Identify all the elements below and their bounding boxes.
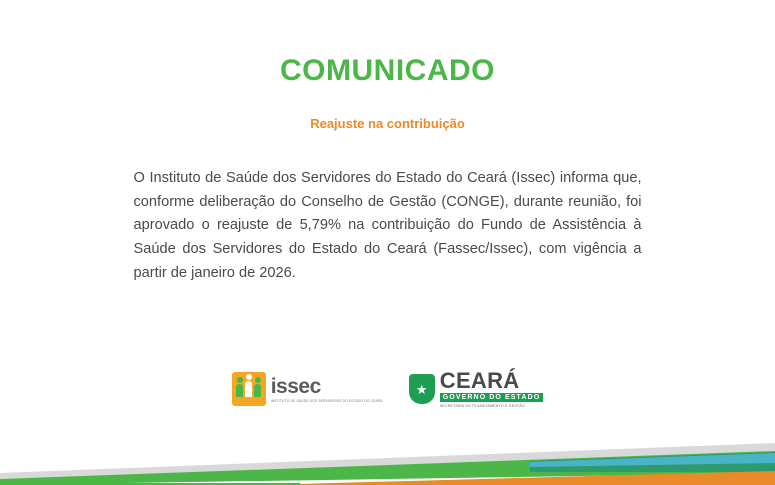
body-paragraph: O Instituto de Saúde dos Servidores do Estado do Ceará (Issec) informa que, conforme deliberação do Conselho de Gestão (CONGE), durante reunião, foi aprovado o reajuste de 5,79% na contribuição do Fundo de Assistência à Saúde dos Servidores do Estado do Ceará (Fassec/Issec), com vigência a partir de janeiro de 2026. <box>133 170 642 281</box>
ceara-shield-icon <box>409 374 435 404</box>
issec-family-icon <box>232 372 266 406</box>
page-subtitle: Reajuste na contribuição <box>310 116 465 131</box>
issec-figure-right-icon <box>254 384 261 397</box>
logo-row <box>0 370 775 409</box>
footer-bands-graphic <box>0 425 775 485</box>
issec-figure-center-icon <box>245 381 252 397</box>
issec-tagline: INSTITUTO DE SAÚDE DOS SERVIDORES DO ESTADO DO CEARÁ <box>270 398 383 403</box>
star-icon: ★ <box>415 381 428 397</box>
ceara-wordmark: CEARÁ <box>439 368 520 393</box>
ceara-secretariat-label: SECRETARIA DO PLANEJAMENTO E GESTÃO <box>439 404 525 408</box>
ceara-government-label: GOVERNO DO ESTADO <box>440 393 544 402</box>
issec-figure-left-icon <box>236 384 243 397</box>
issec-logo <box>232 372 383 406</box>
page-title: COMUNICADO <box>280 54 495 87</box>
footer-decoration <box>0 425 775 485</box>
issec-wordmark: issec <box>270 374 321 398</box>
ceara-logo <box>409 370 544 409</box>
